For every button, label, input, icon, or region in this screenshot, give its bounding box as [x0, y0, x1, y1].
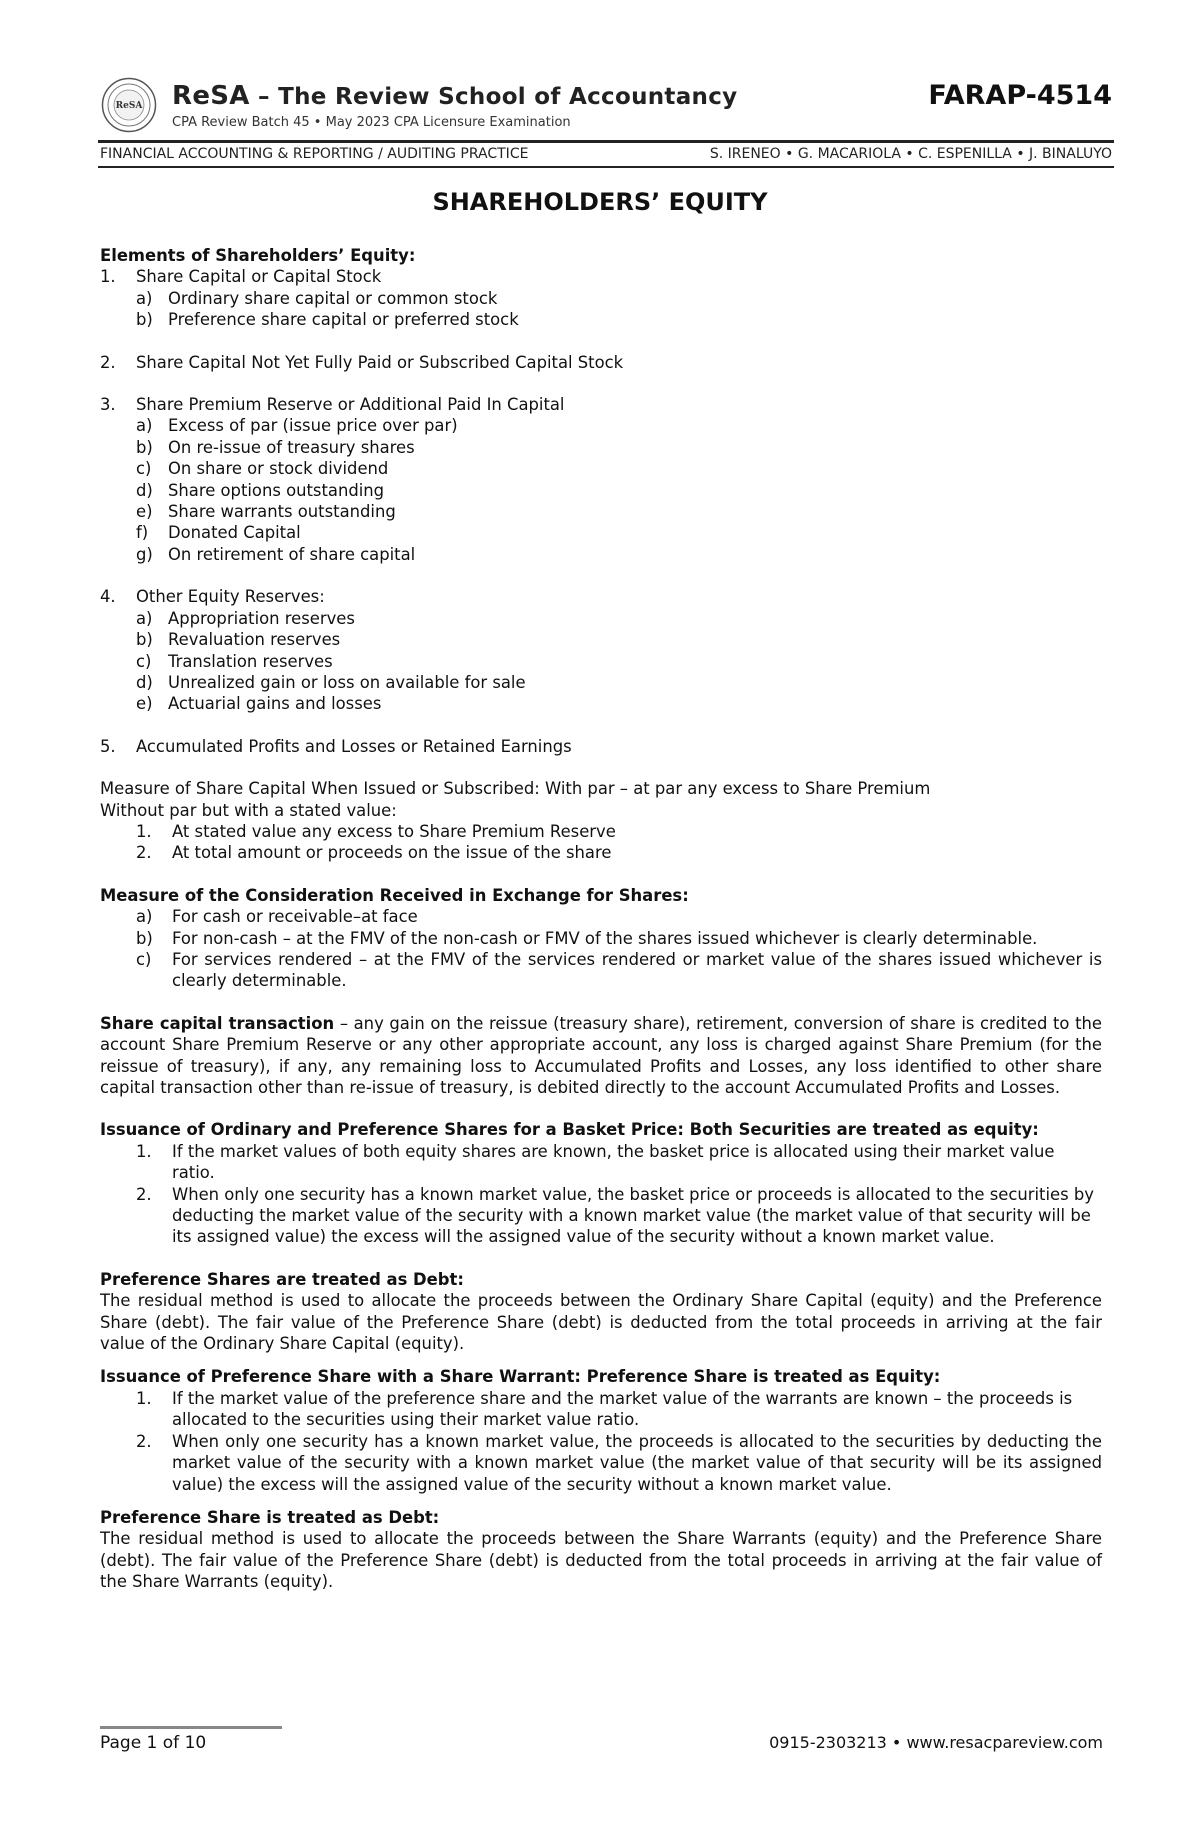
list-item: 1. If the market values of both equity shares are known, the basket price is allocated using their market value ratio. — [136, 1141, 1055, 1183]
consideration-heading: Measure of the Consideration Received in Exchange for Shares: — [100, 885, 689, 905]
school-name — [172, 81, 737, 111]
measure-share-line2: Without par but with a stated value: — [100, 800, 397, 820]
list-item: 3. Share Premium Reserve or Additional Paid In Capital — [100, 395, 565, 415]
document-code: FARAP-4514 — [928, 80, 1112, 111]
authors-line: S. IRENEO • G. MACARIOLA • C. ESPENILLA • J. BINALUYO — [709, 146, 1112, 162]
sub-item: a) Appropriation reserves — [136, 608, 355, 628]
page-number: Page 1 of 10 — [100, 1733, 207, 1753]
batch-info: CPA Review Batch 45 • May 2023 CPA Licensure Examination — [172, 115, 571, 130]
list-item: 2. Share Capital Not Yet Fully Paid or Subscribed Capital Stock — [100, 352, 624, 372]
list-item: 2. When only one security has a known market value, the basket price or proceeds is allocated to the securities by deducting the market value of the security with a known market value (the market value of that security will be its assigned value) the excess will the assigned value of the security without a known market value. — [136, 1184, 1094, 1247]
sub-item: c) On share or stock dividend — [136, 459, 389, 479]
elements-heading: Elements of Shareholders’ Equity: — [100, 246, 416, 265]
school-full-name: – The Review School of Accountancy — [249, 84, 738, 110]
subject-line: FINANCIAL ACCOUNTING & REPORTING / AUDITING PRACTICE — [100, 146, 529, 162]
warrant-list — [100, 1388, 1102, 1495]
list-item: 2. When only one security has a known market value, the proceeds is allocated to the securities by deducting the market value of the security with a known market value (the market value of that security will be its assigned value) the excess will the assigned value of the security without a known market value. — [136, 1431, 1102, 1494]
footer-contact: 0915-2303213 • www.resacpareview.com — [769, 1733, 1103, 1752]
measure-share-list — [100, 821, 1102, 864]
consideration-list — [100, 906, 1102, 992]
list-item: a) For cash or receivable–at face — [136, 907, 418, 927]
sub-item: g) On retirement of share capital — [136, 544, 416, 564]
sub-item: b) On re-issue of treasury shares — [136, 437, 415, 457]
logo-text: ReSA — [115, 101, 143, 111]
page-title: SHAREHOLDERS’ EQUITY — [432, 188, 768, 216]
sub-item: d) Share options outstanding — [136, 480, 385, 500]
school-acronym: ReSA — [172, 81, 250, 111]
sub-item: d) Unrealized gain or loss on available for sale — [136, 672, 526, 692]
pref-share-debt-heading: Preference Share is treated as Debt: — [100, 1507, 440, 1527]
share-capital-transaction-paragraph: Share capital transaction – any gain on the reissue (treasury share), retirement, conversion of share is credited to the account Share Premium Reserve or any other appropriate account, any loss is charged against Share Premium (for the reissue of treasury), if any, any remaining loss to Accumulated Profits and Losses, any loss identified to other share capital transaction other than re-issue of treasury, is debited directly to the account Accumulated Profits and Losses. — [100, 1013, 1102, 1097]
footer-divider — [100, 1726, 282, 1729]
pref-debt-heading: Preference Shares are treated as Debt: — [100, 1269, 464, 1289]
list-item: 4. Other Equity Reserves: — [100, 587, 325, 607]
document-body — [100, 245, 1102, 1593]
sub-item: a) Ordinary share capital or common stock — [136, 288, 498, 308]
header-divider-bottom — [98, 166, 1114, 168]
sub-item: e) Actuarial gains and losses — [136, 694, 382, 714]
pref-share-debt-paragraph: The residual method is used to allocate the proceeds between the Share Warrants (equity) and the Preference Share (debt). The fair value of the Preference Share (debt) is deducted from the total proceeds in arriving at the fair value of the Share Warrants (equity). — [100, 1529, 1102, 1592]
sub-item: b) Revaluation reserves — [136, 630, 341, 650]
list-item: c) For services rendered – at the FMV of the services rendered or market value of the shares issued whichever is clearly determinable. — [136, 949, 1102, 991]
share-capital-transaction-term: Share capital transaction — [100, 1013, 335, 1033]
list-item: 1. At stated value any excess to Share Premium Reserve — [136, 821, 616, 841]
sub-item: f) Donated Capital — [136, 523, 301, 543]
resa-seal-logo — [101, 77, 157, 133]
sub-item: c) Translation reserves — [136, 651, 333, 671]
pref-debt-paragraph: The residual method is used to allocate the proceeds between the Ordinary Share Capital (equity) and the Preference Share (debt). The fair value of the Preference Share (debt) is deducted from the total proceeds in arriving at the fair value of the Ordinary Share Capital (equity). — [100, 1291, 1102, 1354]
measure-share-intro: Measure of Share Capital When Issued or Subscribed: With par – at par any excess to Share Premium — [100, 779, 931, 799]
basket-list — [100, 1141, 1102, 1248]
warrant-heading: Issuance of Preference Share with a Share Warrant: Preference Share is treated as Equity: — [100, 1367, 941, 1387]
list-item: 1. If the market value of the preference share and the market value of the warrants are known – the proceeds is allocated to the securities using their market value ratio. — [136, 1388, 1073, 1430]
sub-item: a) Excess of par (issue price over par) — [136, 416, 458, 436]
sub-item: b) Preference share capital or preferred stock — [136, 310, 519, 330]
list-item: 1. Share Capital or Capital Stock — [100, 267, 382, 287]
basket-heading: Issuance of Ordinary and Preference Shares for a Basket Price: Both Securities are treated as equity: — [100, 1120, 1039, 1140]
list-item: 5. Accumulated Profits and Losses or Retained Earnings — [100, 736, 572, 756]
list-item: b) For non-cash – at the FMV of the non-cash or FMV of the shares issued whichever is clearly determinable. — [136, 928, 1038, 948]
header-divider-top — [98, 140, 1114, 143]
sub-item: e) Share warrants outstanding — [136, 502, 396, 522]
list-item: 2. At total amount or proceeds on the issue of the share — [136, 843, 612, 863]
